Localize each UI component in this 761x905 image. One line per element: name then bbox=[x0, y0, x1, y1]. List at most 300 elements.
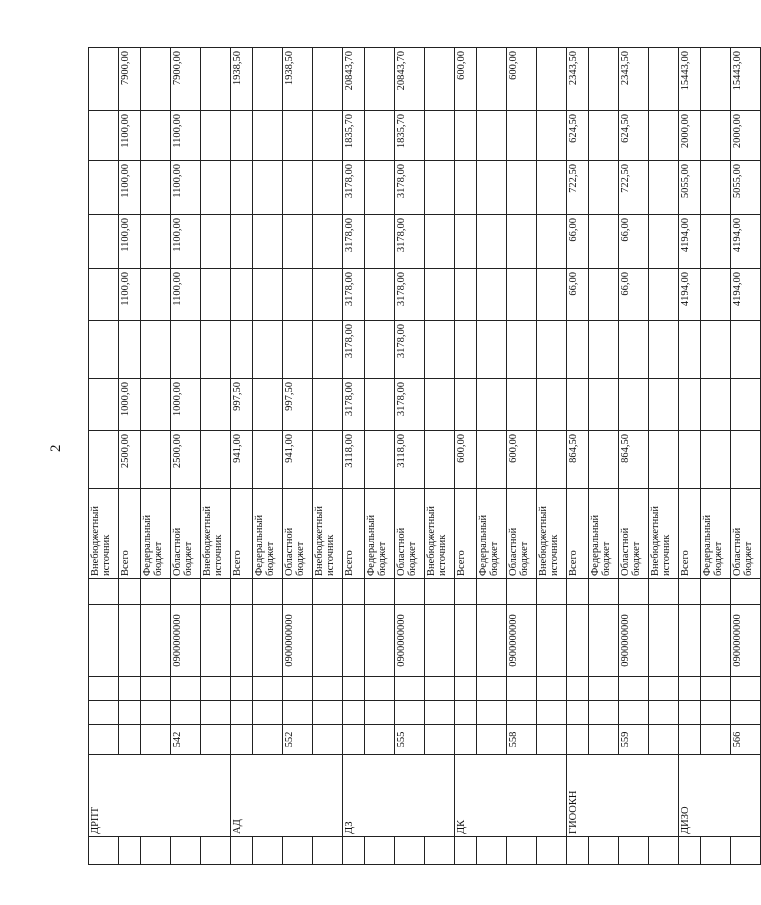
value-cell bbox=[365, 111, 395, 161]
org-name: ДРПТ bbox=[89, 755, 231, 837]
value-cell bbox=[425, 111, 455, 161]
funding-source: Всего bbox=[567, 489, 589, 579]
value-cell bbox=[425, 431, 455, 489]
funding-source: Областной бюджет bbox=[283, 489, 313, 579]
subcode-cell bbox=[141, 677, 171, 701]
value-cell bbox=[477, 111, 507, 161]
value-cell: 1938,50 bbox=[283, 48, 313, 111]
value-cell: 20843,70 bbox=[395, 48, 425, 111]
program-code bbox=[679, 605, 701, 677]
subcode-cell bbox=[731, 677, 761, 701]
value-cell: 600,00 bbox=[507, 48, 537, 111]
admin-code bbox=[649, 725, 679, 755]
value-cell bbox=[537, 111, 567, 161]
subcode-cell bbox=[701, 677, 731, 701]
admin-code: 552 bbox=[283, 725, 313, 755]
table-row bbox=[649, 48, 679, 865]
row-blank-cell bbox=[425, 837, 455, 865]
value-cell bbox=[365, 48, 395, 111]
value-cell bbox=[649, 379, 679, 431]
value-cell bbox=[89, 431, 119, 489]
type-cell bbox=[731, 579, 761, 605]
value-cell: 3118,00 bbox=[395, 431, 425, 489]
value-cell bbox=[253, 48, 283, 111]
program-code bbox=[649, 605, 679, 677]
value-cell bbox=[455, 321, 477, 379]
value-cell: 66,00 bbox=[619, 215, 649, 269]
value-cell bbox=[141, 431, 171, 489]
value-cell: 5055,00 bbox=[731, 161, 761, 215]
type-cell bbox=[455, 579, 477, 605]
subcode-cell bbox=[365, 701, 395, 725]
value-cell: 66,00 bbox=[567, 215, 589, 269]
table-row bbox=[343, 48, 365, 865]
subcode-cell bbox=[619, 701, 649, 725]
value-cell bbox=[619, 379, 649, 431]
funding-source: Внебюджетный источник bbox=[537, 489, 567, 579]
value-cell bbox=[701, 431, 731, 489]
value-cell bbox=[89, 269, 119, 321]
subcode-cell bbox=[477, 677, 507, 701]
subcode-cell bbox=[537, 677, 567, 701]
value-cell bbox=[89, 111, 119, 161]
value-cell bbox=[477, 321, 507, 379]
value-cell bbox=[537, 379, 567, 431]
funding-source: Областной бюджет bbox=[507, 489, 537, 579]
type-cell bbox=[231, 579, 253, 605]
value-cell bbox=[365, 215, 395, 269]
value-cell bbox=[589, 215, 619, 269]
type-cell bbox=[701, 579, 731, 605]
subcode-cell bbox=[679, 677, 701, 701]
value-cell: 4194,00 bbox=[731, 215, 761, 269]
table-row bbox=[141, 48, 171, 865]
program-code bbox=[365, 605, 395, 677]
type-cell bbox=[253, 579, 283, 605]
row-blank-cell bbox=[537, 837, 567, 865]
value-cell: 4194,00 bbox=[731, 269, 761, 321]
subcode-cell bbox=[253, 677, 283, 701]
row-blank-cell bbox=[141, 837, 171, 865]
row-blank-cell bbox=[171, 837, 201, 865]
funding-source: Внебюджетный источник bbox=[313, 489, 343, 579]
type-cell bbox=[537, 579, 567, 605]
value-cell bbox=[141, 161, 171, 215]
page-number: 2 bbox=[48, 444, 64, 452]
subcode-cell bbox=[201, 677, 231, 701]
subcode-cell bbox=[455, 701, 477, 725]
subcode-cell bbox=[171, 677, 201, 701]
value-cell bbox=[253, 161, 283, 215]
type-cell bbox=[477, 579, 507, 605]
table-body bbox=[89, 48, 761, 865]
row-blank-cell bbox=[253, 837, 283, 865]
subcode-cell bbox=[619, 677, 649, 701]
program-code bbox=[455, 605, 477, 677]
value-cell bbox=[89, 161, 119, 215]
admin-code bbox=[537, 725, 567, 755]
subcode-cell bbox=[649, 677, 679, 701]
value-cell bbox=[477, 161, 507, 215]
value-cell bbox=[731, 321, 761, 379]
value-cell bbox=[425, 161, 455, 215]
table-row bbox=[283, 48, 313, 865]
value-cell bbox=[537, 431, 567, 489]
row-blank-cell bbox=[701, 837, 731, 865]
subcode-cell bbox=[171, 701, 201, 725]
table-row bbox=[477, 48, 507, 865]
subcode-cell bbox=[425, 677, 455, 701]
value-cell: 3178,00 bbox=[343, 269, 365, 321]
row-blank-cell bbox=[89, 837, 119, 865]
value-cell: 1100,00 bbox=[171, 161, 201, 215]
funding-source: Всего bbox=[119, 489, 141, 579]
subcode-cell bbox=[119, 701, 141, 725]
subcode-cell bbox=[343, 677, 365, 701]
value-cell: 2343,50 bbox=[567, 48, 589, 111]
value-cell: 3118,00 bbox=[343, 431, 365, 489]
value-cell: 15443,00 bbox=[731, 48, 761, 111]
value-cell: 1100,00 bbox=[171, 111, 201, 161]
value-cell: 2000,00 bbox=[731, 111, 761, 161]
value-cell bbox=[649, 215, 679, 269]
subcode-cell bbox=[283, 701, 313, 725]
value-cell: 722,50 bbox=[567, 161, 589, 215]
program-code bbox=[231, 605, 253, 677]
value-cell: 4194,00 bbox=[679, 215, 701, 269]
value-cell bbox=[201, 215, 231, 269]
value-cell bbox=[313, 269, 343, 321]
value-cell bbox=[141, 269, 171, 321]
value-cell bbox=[313, 215, 343, 269]
value-cell bbox=[589, 48, 619, 111]
value-cell: 600,00 bbox=[455, 431, 477, 489]
row-blank-cell bbox=[567, 837, 589, 865]
funding-source: Областной бюджет bbox=[619, 489, 649, 579]
value-cell bbox=[283, 321, 313, 379]
value-cell bbox=[589, 379, 619, 431]
funding-source: Федеральный бюджет bbox=[365, 489, 395, 579]
table-row bbox=[589, 48, 619, 865]
value-cell: 1100,00 bbox=[119, 161, 141, 215]
table-row bbox=[171, 48, 201, 865]
value-cell: 1835,70 bbox=[395, 111, 425, 161]
value-cell: 722,50 bbox=[619, 161, 649, 215]
row-blank-cell bbox=[731, 837, 761, 865]
type-cell bbox=[649, 579, 679, 605]
value-cell bbox=[365, 431, 395, 489]
subcode-cell bbox=[649, 701, 679, 725]
subcode-cell bbox=[477, 701, 507, 725]
value-cell: 2500,00 bbox=[119, 431, 141, 489]
admin-code bbox=[701, 725, 731, 755]
funding-source: Областной бюджет bbox=[731, 489, 761, 579]
value-cell bbox=[537, 269, 567, 321]
value-cell bbox=[253, 215, 283, 269]
subcode-cell bbox=[455, 677, 477, 701]
value-cell: 5055,00 bbox=[679, 161, 701, 215]
value-cell: 1100,00 bbox=[171, 215, 201, 269]
value-cell bbox=[679, 431, 701, 489]
table-row bbox=[253, 48, 283, 865]
value-cell bbox=[283, 111, 313, 161]
subcode-cell bbox=[537, 701, 567, 725]
value-cell: 4194,00 bbox=[679, 269, 701, 321]
value-cell bbox=[89, 48, 119, 111]
value-cell bbox=[89, 215, 119, 269]
subcode-cell bbox=[313, 701, 343, 725]
value-cell: 1100,00 bbox=[171, 269, 201, 321]
table-row bbox=[231, 48, 253, 865]
row-blank-cell bbox=[283, 837, 313, 865]
value-cell bbox=[589, 269, 619, 321]
value-cell bbox=[141, 321, 171, 379]
subcode-cell bbox=[119, 677, 141, 701]
value-cell: 997,50 bbox=[283, 379, 313, 431]
subcode-cell bbox=[567, 701, 589, 725]
type-cell bbox=[283, 579, 313, 605]
admin-code bbox=[141, 725, 171, 755]
program-code bbox=[537, 605, 567, 677]
funding-source: Внебюджетный источник bbox=[201, 489, 231, 579]
value-cell bbox=[365, 269, 395, 321]
value-cell bbox=[141, 215, 171, 269]
funding-source: Федеральный бюджет bbox=[253, 489, 283, 579]
table-row bbox=[455, 48, 477, 865]
value-cell: 864,50 bbox=[567, 431, 589, 489]
value-cell bbox=[477, 48, 507, 111]
funding-source: Областной бюджет bbox=[171, 489, 201, 579]
program-code bbox=[119, 605, 141, 677]
value-cell: 3178,00 bbox=[343, 321, 365, 379]
subcode-cell bbox=[507, 677, 537, 701]
table-row bbox=[201, 48, 231, 865]
admin-code bbox=[365, 725, 395, 755]
funding-source: Внебюджетный источник bbox=[89, 489, 119, 579]
type-cell bbox=[89, 579, 119, 605]
subcode-cell bbox=[253, 701, 283, 725]
table-row bbox=[619, 48, 649, 865]
value-cell: 3178,00 bbox=[395, 269, 425, 321]
funding-source: Всего bbox=[343, 489, 365, 579]
value-cell: 997,50 bbox=[231, 379, 253, 431]
value-cell bbox=[679, 321, 701, 379]
value-cell bbox=[425, 379, 455, 431]
value-cell bbox=[507, 215, 537, 269]
value-cell bbox=[231, 161, 253, 215]
value-cell bbox=[313, 431, 343, 489]
admin-code: 558 bbox=[507, 725, 537, 755]
table-row bbox=[395, 48, 425, 865]
value-cell bbox=[649, 431, 679, 489]
table-row bbox=[365, 48, 395, 865]
value-cell: 1100,00 bbox=[119, 215, 141, 269]
value-cell bbox=[201, 379, 231, 431]
program-code bbox=[425, 605, 455, 677]
type-cell bbox=[141, 579, 171, 605]
funding-source: Федеральный бюджет bbox=[589, 489, 619, 579]
value-cell: 624,50 bbox=[619, 111, 649, 161]
funding-source: Внебюджетный источник bbox=[649, 489, 679, 579]
value-cell bbox=[649, 48, 679, 111]
type-cell bbox=[171, 579, 201, 605]
table-row bbox=[731, 48, 761, 865]
value-cell: 20843,70 bbox=[343, 48, 365, 111]
value-cell bbox=[455, 215, 477, 269]
value-cell bbox=[313, 321, 343, 379]
subcode-cell bbox=[679, 701, 701, 725]
value-cell bbox=[701, 321, 731, 379]
value-cell bbox=[365, 321, 395, 379]
value-cell bbox=[253, 321, 283, 379]
admin-code bbox=[477, 725, 507, 755]
value-cell bbox=[537, 48, 567, 111]
program-code: 0900000000 bbox=[619, 605, 649, 677]
program-code: 0900000000 bbox=[171, 605, 201, 677]
program-code bbox=[589, 605, 619, 677]
table-row bbox=[507, 48, 537, 865]
subcode-cell bbox=[231, 677, 253, 701]
row-blank-cell bbox=[343, 837, 365, 865]
subcode-cell bbox=[141, 701, 171, 725]
row-blank-cell bbox=[365, 837, 395, 865]
budget-table bbox=[88, 47, 761, 865]
value-cell bbox=[89, 379, 119, 431]
value-cell: 7900,00 bbox=[171, 48, 201, 111]
value-cell: 1000,00 bbox=[171, 379, 201, 431]
funding-source: Федеральный бюджет bbox=[141, 489, 171, 579]
admin-code bbox=[679, 725, 701, 755]
value-cell bbox=[537, 161, 567, 215]
admin-code: 542 bbox=[171, 725, 201, 755]
value-cell bbox=[455, 269, 477, 321]
value-cell: 3178,00 bbox=[343, 379, 365, 431]
value-cell bbox=[701, 215, 731, 269]
type-cell bbox=[507, 579, 537, 605]
table-row bbox=[119, 48, 141, 865]
admin-code bbox=[253, 725, 283, 755]
value-cell bbox=[89, 321, 119, 379]
admin-code bbox=[455, 725, 477, 755]
value-cell bbox=[455, 379, 477, 431]
type-cell bbox=[679, 579, 701, 605]
admin-code bbox=[343, 725, 365, 755]
value-cell bbox=[171, 321, 201, 379]
type-cell bbox=[589, 579, 619, 605]
subcode-cell bbox=[343, 701, 365, 725]
subcode-cell bbox=[365, 677, 395, 701]
value-cell bbox=[231, 111, 253, 161]
funding-source: Федеральный бюджет bbox=[477, 489, 507, 579]
value-cell bbox=[507, 379, 537, 431]
table-row bbox=[425, 48, 455, 865]
value-cell: 941,00 bbox=[231, 431, 253, 489]
value-cell bbox=[283, 215, 313, 269]
value-cell bbox=[477, 269, 507, 321]
value-cell: 1100,00 bbox=[119, 111, 141, 161]
row-blank-cell bbox=[507, 837, 537, 865]
type-cell bbox=[619, 579, 649, 605]
value-cell bbox=[567, 379, 589, 431]
value-cell bbox=[701, 111, 731, 161]
table-row bbox=[701, 48, 731, 865]
type-cell bbox=[119, 579, 141, 605]
row-blank-cell bbox=[395, 837, 425, 865]
value-cell: 3178,00 bbox=[343, 161, 365, 215]
value-cell bbox=[649, 321, 679, 379]
value-cell bbox=[537, 321, 567, 379]
subcode-cell bbox=[507, 701, 537, 725]
table-row bbox=[537, 48, 567, 865]
subcode-cell bbox=[425, 701, 455, 725]
value-cell bbox=[537, 215, 567, 269]
value-cell bbox=[283, 269, 313, 321]
subcode-cell bbox=[231, 701, 253, 725]
value-cell bbox=[313, 48, 343, 111]
admin-code: 566 bbox=[731, 725, 761, 755]
funding-source: Всего bbox=[455, 489, 477, 579]
program-code bbox=[201, 605, 231, 677]
value-cell bbox=[649, 111, 679, 161]
value-cell: 3178,00 bbox=[395, 379, 425, 431]
subcode-cell bbox=[395, 701, 425, 725]
subcode-cell bbox=[731, 701, 761, 725]
subcode-cell bbox=[89, 701, 119, 725]
admin-code bbox=[119, 725, 141, 755]
program-code bbox=[89, 605, 119, 677]
org-name: ДИЗО bbox=[679, 755, 761, 837]
subcode-cell bbox=[395, 677, 425, 701]
value-cell bbox=[201, 269, 231, 321]
value-cell bbox=[253, 269, 283, 321]
subcode-cell bbox=[201, 701, 231, 725]
admin-code bbox=[567, 725, 589, 755]
value-cell bbox=[619, 321, 649, 379]
row-blank-cell bbox=[679, 837, 701, 865]
program-code: 0900000000 bbox=[283, 605, 313, 677]
value-cell: 7900,00 bbox=[119, 48, 141, 111]
value-cell bbox=[365, 161, 395, 215]
value-cell bbox=[425, 321, 455, 379]
subcode-cell bbox=[283, 677, 313, 701]
subcode-cell bbox=[701, 701, 731, 725]
org-name: АД bbox=[231, 755, 343, 837]
program-code bbox=[701, 605, 731, 677]
value-cell bbox=[201, 161, 231, 215]
admin-code: 555 bbox=[395, 725, 425, 755]
value-cell: 3178,00 bbox=[395, 215, 425, 269]
value-cell bbox=[313, 111, 343, 161]
value-cell bbox=[731, 431, 761, 489]
table-row bbox=[89, 48, 119, 865]
value-cell: 2500,00 bbox=[171, 431, 201, 489]
type-cell bbox=[395, 579, 425, 605]
type-cell bbox=[425, 579, 455, 605]
value-cell: 1000,00 bbox=[119, 379, 141, 431]
type-cell bbox=[567, 579, 589, 605]
row-blank-cell bbox=[313, 837, 343, 865]
value-cell: 3178,00 bbox=[343, 215, 365, 269]
value-cell: 600,00 bbox=[507, 431, 537, 489]
value-cell bbox=[141, 48, 171, 111]
value-cell bbox=[201, 431, 231, 489]
program-code bbox=[567, 605, 589, 677]
value-cell bbox=[477, 215, 507, 269]
subcode-cell bbox=[313, 677, 343, 701]
value-cell bbox=[365, 379, 395, 431]
program-code bbox=[141, 605, 171, 677]
value-cell bbox=[253, 111, 283, 161]
